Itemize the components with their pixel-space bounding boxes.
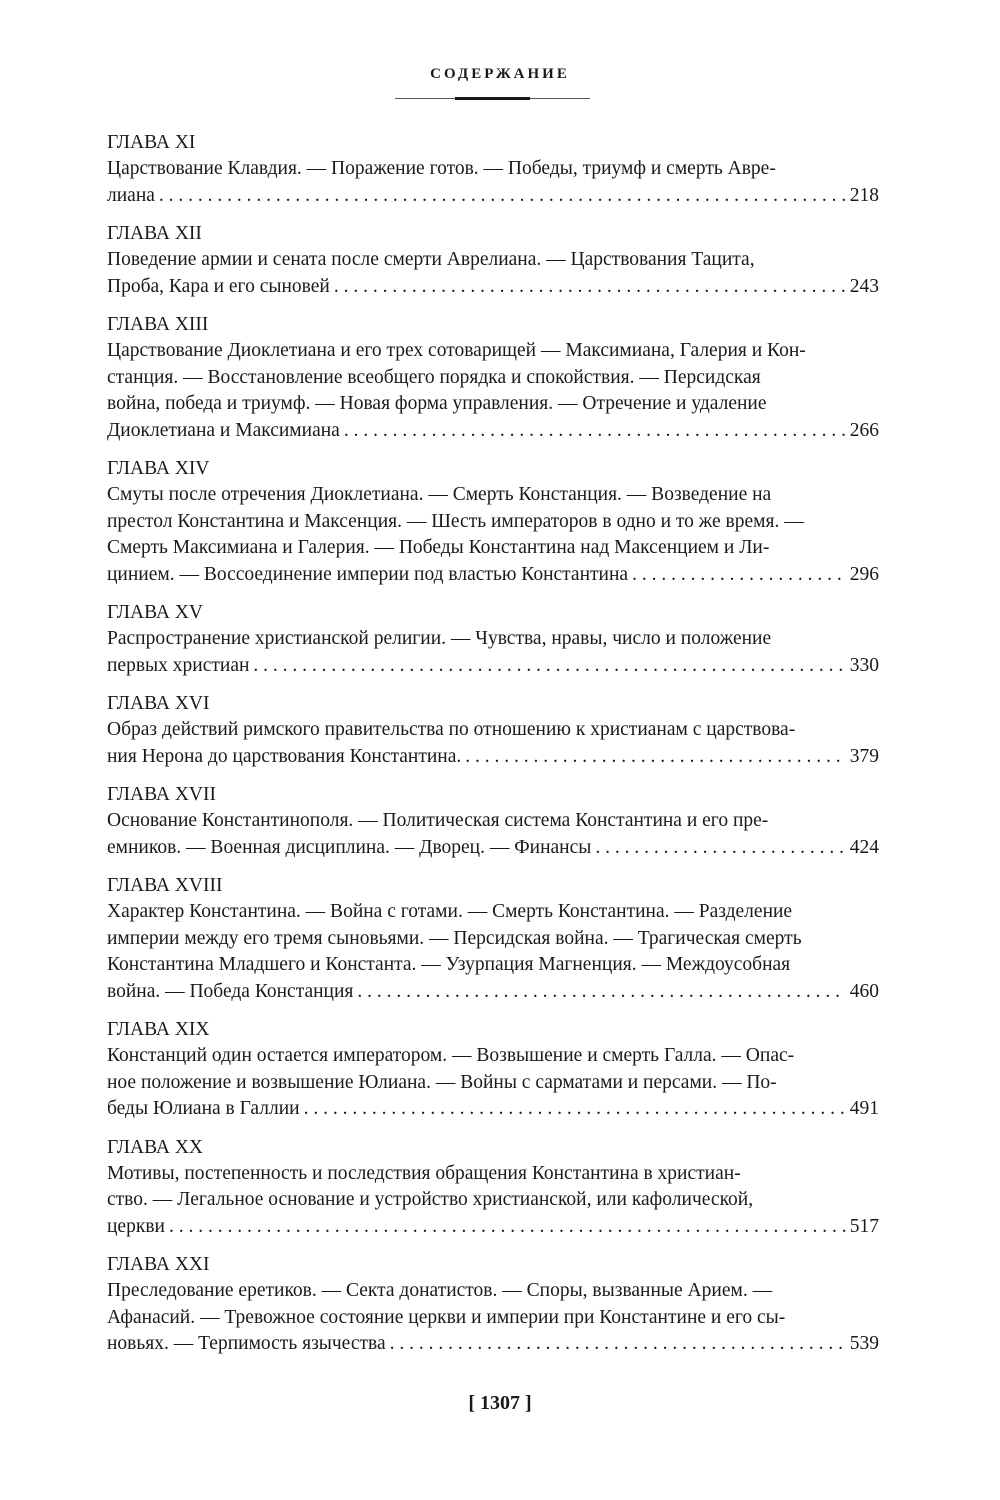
summary-last-line (107, 183, 879, 210)
summary-line: Царствование Диоклетиана и его трех сотоварищей — Максимиана, Галерия и Кон- (107, 340, 806, 361)
toc-entry (107, 873, 879, 1005)
summary-line: Царствование Клавдия. — Поражение готов. — Победы, триумф и смерть Авре- (107, 158, 776, 179)
summary-line: цинием. — Воссоединение империи под властью Константина (107, 563, 629, 585)
chapter-heading: ГЛАВА XII (107, 223, 202, 244)
chapter-summary (107, 899, 879, 1005)
dot-leader (595, 835, 845, 862)
page-number: [ 1307 ] (468, 1392, 532, 1414)
page-reference: 460 (849, 980, 879, 1002)
summary-line: Проба, Кара и его сыновей (107, 275, 330, 297)
chapter-heading: ГЛАВА XV (107, 602, 204, 623)
page-header: СОДЕРЖАНИЕ (430, 66, 570, 82)
summary-line: Характер Константина. — Война с готами. — Смерть Константина. — Разделение (107, 901, 793, 922)
dot-leader (304, 1096, 846, 1123)
page-reference: 330 (849, 654, 879, 676)
summary-last-line (107, 979, 879, 1006)
summary-last-line (107, 274, 879, 301)
chapter-summary (107, 247, 879, 300)
summary-last-line (107, 1214, 879, 1241)
summary-line: станция. — Восстановление всеобщего порядка и спокойствия. — Персидская (107, 366, 761, 388)
chapter-heading: ГЛАВА XIII (107, 314, 209, 335)
table-of-contents (107, 130, 879, 1370)
toc-entry (107, 782, 879, 861)
summary-line: Константина Младшего и Константа. — Узурпация Магненция. — Междоусобная (107, 954, 791, 975)
chapter-heading: ГЛАВА XXI (107, 1254, 210, 1275)
chapter-heading: ГЛАВА XVI (107, 693, 210, 714)
page-reference: 539 (849, 1333, 879, 1354)
summary-line: церкви (107, 1215, 165, 1237)
summary-last-line (107, 653, 879, 680)
summary-line: ния Нерона до царствования Константина. (107, 745, 462, 767)
summary-line: лиана (107, 184, 155, 206)
chapter-summary (107, 1278, 879, 1358)
dot-leader (169, 1214, 846, 1241)
summary-line: первых христиан (107, 654, 250, 676)
chapter-heading: ГЛАВА XIV (107, 458, 210, 479)
chapter-summary (107, 156, 879, 209)
chapter-heading: ГЛАВА XVIII (107, 875, 223, 896)
chapter-heading: ГЛАВА XX (107, 1136, 204, 1158)
chapter-summary (107, 808, 879, 861)
summary-line: война, победа и триумф. — Новая форма управления. — Отречение и удаление (107, 393, 767, 414)
summary-line: империи между его тремя сыновьями. — Персидская война. — Трагическая смерть (107, 927, 802, 949)
summary-line: Смуты после отречения Диоклетиана. — Смерть Констанция. — Возведение на (107, 484, 772, 505)
toc-entry (107, 130, 879, 209)
toc-entry (107, 456, 879, 588)
page-reference: 379 (849, 745, 879, 767)
toc-entry (107, 312, 879, 444)
toc-entry (107, 600, 879, 679)
toc-entry (107, 1135, 879, 1241)
summary-line: Смерть Максимиана и Галерия. — Победы Константина над Максенцием и Ли- (107, 537, 770, 558)
page-reference: 266 (849, 419, 879, 441)
chapter-summary (107, 626, 879, 679)
summary-line: Поведение армии и сената после смерти Аврелиана. — Царствования Тацита, (107, 249, 755, 270)
summary-last-line (107, 835, 879, 862)
dot-leader (253, 653, 845, 680)
summary-line: емников. — Военная дисциплина. — Дворец. — Финансы (107, 836, 592, 858)
summary-line: престол Константина и Максенция. — Шесть императоров в одно и то же время. — (107, 510, 804, 532)
summary-line: Диоклетиана и Максимиана (107, 419, 340, 441)
summary-line: ное положение и возвышение Юлиана. — Войны с сарматами и персами. — По- (107, 1071, 777, 1093)
toc-entry (107, 691, 879, 770)
summary-line: ство. — Легальное основание и устройство христианской, или кафолической, (107, 1189, 754, 1210)
summary-line: Мотивы, постепенность и последствия обращения Константина в христиан- (107, 1162, 741, 1184)
dot-leader (357, 979, 845, 1006)
summary-last-line (107, 1096, 879, 1123)
summary-line: Преследование еретиков. — Секта донатистов. — Споры, вызванные Арием. — (107, 1280, 773, 1301)
chapter-summary (107, 338, 879, 444)
summary-line: война. — Победа Констанция (107, 980, 354, 1002)
dot-leader (334, 274, 846, 301)
chapter-heading: ГЛАВА XI (107, 132, 196, 153)
header-rule-accent (455, 97, 530, 100)
dot-leader (344, 418, 846, 445)
chapter-heading: ГЛАВА XVII (107, 784, 217, 805)
chapter-summary (107, 482, 879, 588)
summary-line: Распространение христианской религии. — Чувства, нравы, число и положение (107, 628, 772, 649)
chapter-heading: ГЛАВА XIX (107, 1019, 210, 1040)
summary-line: новьях. — Терпимость язычества (107, 1333, 386, 1354)
toc-entry (107, 221, 879, 300)
summary-line: Образ действий римского правительства по отношению к христианам с царствова- (107, 719, 796, 740)
dot-leader (465, 744, 845, 771)
page-reference: 218 (849, 184, 879, 206)
page-reference: 424 (849, 836, 879, 858)
page-reference: 491 (849, 1098, 879, 1119)
summary-line: Основание Константинополя. — Политическая система Константина и его пре- (107, 810, 769, 831)
summary-last-line (107, 1331, 879, 1358)
dot-leader (390, 1331, 846, 1358)
page-reference: 296 (849, 563, 879, 585)
summary-last-line (107, 562, 879, 589)
chapter-summary (107, 717, 879, 770)
dot-leader (159, 183, 846, 210)
toc-entry (107, 1017, 879, 1123)
chapter-summary (107, 1161, 879, 1241)
chapter-summary (107, 1043, 879, 1123)
page-reference: 517 (849, 1215, 879, 1237)
page-reference: 243 (849, 275, 879, 297)
summary-line: беды Юлиана в Галлии (107, 1098, 300, 1119)
summary-line: Констанций один остается императором. — Возвышение и смерть Галла. — Опас- (107, 1045, 795, 1066)
summary-last-line (107, 418, 879, 445)
toc-entry (107, 1252, 879, 1358)
dot-leader (632, 562, 846, 589)
summary-last-line (107, 744, 879, 771)
summary-line: Афанасий. — Тревожное состояние церкви и империи при Константине и его сы- (107, 1306, 786, 1328)
